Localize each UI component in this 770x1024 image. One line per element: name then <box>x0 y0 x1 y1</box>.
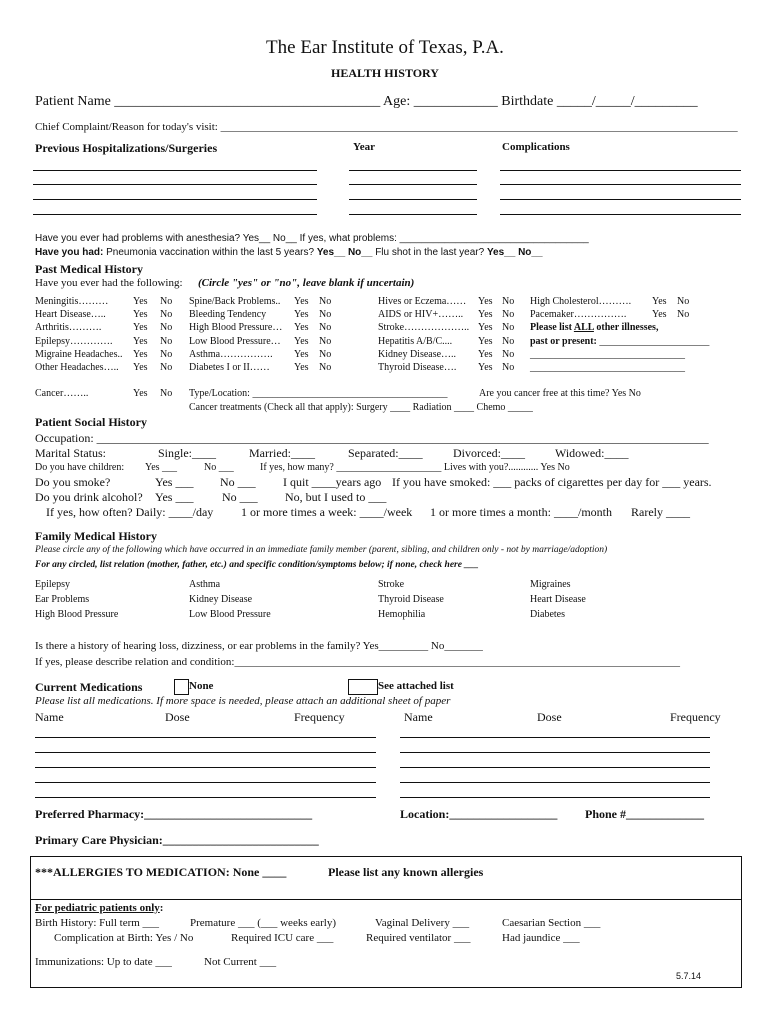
premature-field[interactable]: Premature ___ (___ weeks early) <box>190 917 337 929</box>
family-instruction[interactable]: For any circled, list relation (mother, father, etc.) and specific condition/symptoms below; if none, check here ___ <box>35 560 479 570</box>
allergy-list-label: Please list any known allergies <box>328 865 484 879</box>
past-present-line[interactable]: ______________________ <box>599 336 710 347</box>
icu-care-field[interactable]: Required ICU care ___ <box>231 932 334 944</box>
other-illnesses-text: other illnesses, <box>593 322 659 333</box>
past-present-field[interactable] <box>530 337 709 347</box>
surgery-line[interactable] <box>33 184 317 185</box>
box-divider <box>30 899 742 900</box>
flu-text: Flu shot in the last year? <box>372 247 487 258</box>
pmh-no-option[interactable]: No <box>319 362 332 373</box>
surgeries-heading: Previous Hospitalizations/Surgeries <box>35 141 218 155</box>
alcohol-used-to[interactable]: No, but I used to ___ <box>285 490 387 504</box>
social-heading: Patient Social History <box>35 415 147 429</box>
pmh-yes-option[interactable]: Yes <box>478 348 493 360</box>
vaginal-delivery-field[interactable]: Vaginal Delivery ___ <box>375 917 470 929</box>
pmh-no-option[interactable]: No <box>677 309 690 321</box>
have-you-had-label: Have you had: <box>35 247 104 258</box>
pmh-yes-option[interactable]: Yes <box>294 322 309 334</box>
pmh-no-option[interactable]: No <box>677 296 690 307</box>
pharmacy-location-field[interactable]: Location:__________________ <box>400 807 558 821</box>
pmh-condition-label: Stroke……………….. <box>378 322 470 334</box>
alcohol-daily[interactable]: If yes, how often? Daily: ____/day <box>46 505 214 519</box>
attached-list-checkbox[interactable] <box>348 679 378 695</box>
pmh-instruction: (Circle "yes" or "no", leave blank if uncertain) <box>198 277 415 289</box>
pmh-yes-option[interactable]: Yes <box>478 362 493 373</box>
marital-label: Marital Status: <box>35 446 106 460</box>
complication-line[interactable] <box>500 199 741 200</box>
separated-option[interactable]: Separated:____ <box>348 446 423 460</box>
smoke-no[interactable]: No ___ <box>220 475 256 489</box>
pmh-condition-label: Low Blood Pressure… <box>189 335 281 347</box>
widowed-option[interactable]: Widowed:____ <box>555 446 629 460</box>
pmh-yes-option[interactable]: Yes <box>294 296 309 307</box>
pmh-yes-option[interactable]: Yes <box>133 348 148 360</box>
family-condition-option[interactable]: Ear Problems <box>35 594 90 605</box>
family-note: Please circle any of the following which have occurred in an immediate family member (parent, sibling, and children only - not by marriage/adoption) <box>35 545 608 555</box>
quit-smoking[interactable]: I quit ____years ago <box>283 475 382 489</box>
anesthesia-question[interactable]: Have you ever had problems with anesthesia? Yes__ No__ If yes, what problems: __________________________________ <box>35 233 589 244</box>
form-title: The Ear Institute of Texas, P.A. <box>266 37 504 58</box>
cancer-no[interactable]: No <box>160 388 173 399</box>
cancer-label: Cancer…….. <box>35 388 89 399</box>
pmh-condition-label: High Cholesterol………. <box>530 296 632 307</box>
other-illness-label <box>530 323 658 333</box>
vaccination-question[interactable] <box>35 248 543 258</box>
alcohol-no[interactable]: No ___ <box>222 490 258 504</box>
pediatric-heading-colon: : <box>159 902 164 914</box>
family-condition-option[interactable]: Heart Disease <box>530 594 586 605</box>
pmh-heading: Past Medical History <box>35 262 143 276</box>
alcohol-label: Do you drink alcohol? <box>35 490 143 504</box>
medication-line[interactable] <box>400 782 710 783</box>
cancer-type-field[interactable]: Type/Location: _______________________________________ <box>189 388 448 399</box>
complication-line[interactable] <box>500 170 741 171</box>
pharmacy-phone-field[interactable]: Phone #_____________ <box>585 807 705 821</box>
family-condition-option[interactable]: Thyroid Disease <box>378 594 444 605</box>
medication-line[interactable] <box>400 752 710 753</box>
family-condition-option[interactable]: Stroke <box>378 579 405 590</box>
hearing-describe-field[interactable]: If yes, please describe relation and condition:_________________________________________________________________________________ <box>35 656 680 668</box>
medication-line[interactable] <box>35 767 376 768</box>
packs-per-day[interactable]: If you have smoked: ___ packs of cigarettes per day for ___ years. <box>392 475 712 489</box>
caesarian-field[interactable]: Caesarian Section ___ <box>502 917 601 929</box>
pmh-yes-option[interactable]: Yes <box>478 335 493 347</box>
pmh-yes-option[interactable]: Yes <box>478 322 493 334</box>
surgery-line[interactable] <box>33 170 317 171</box>
pmh-yes-option[interactable]: Yes <box>294 335 309 347</box>
pmh-condition-label: Hives or Eczema…… <box>378 296 467 307</box>
allergy-none-field[interactable]: ***ALLERGIES TO MEDICATION: None ____ <box>35 865 287 879</box>
pmh-yes-option[interactable]: Yes <box>294 309 309 321</box>
pmh-no-option[interactable]: No <box>502 348 515 360</box>
family-condition-option[interactable]: Epilepsy <box>35 579 70 590</box>
smoke-yes[interactable]: Yes ___ <box>155 475 194 489</box>
other-illness-line[interactable]: _______________________________ <box>530 362 685 373</box>
flu-yes-no[interactable]: Yes__ No__ <box>486 247 543 258</box>
pmh-yes-option[interactable]: Yes <box>294 362 309 373</box>
alcohol-weekly[interactable]: 1 or more times a week: ____/week <box>241 505 413 519</box>
attached-list-label: See attached list <box>378 680 454 692</box>
please-list-text: Please list <box>530 322 574 333</box>
pneumonia-yes-no[interactable]: Yes__ No__ <box>316 247 373 258</box>
pharmacy-field[interactable]: Preferred Pharmacy:____________________________ <box>35 807 313 821</box>
pmh-condition-label: Arthritis………. <box>35 322 102 334</box>
none-label: None <box>189 680 214 692</box>
birth-complication-field[interactable]: Complication at Birth: Yes / No <box>54 932 194 944</box>
patient-name-row[interactable]: Patient Name ______________________________________ Age: ____________ Birthdate _____/_____/_________ <box>35 94 698 109</box>
pmh-no-option[interactable]: No <box>319 296 332 307</box>
medication-line[interactable] <box>400 737 710 738</box>
pmh-condition-label: High Blood Pressure… <box>189 322 283 334</box>
pmh-yes-option[interactable]: Yes <box>133 322 148 334</box>
medication-line[interactable] <box>400 797 710 798</box>
medication-line[interactable] <box>35 737 376 738</box>
cancer-treatments[interactable]: Cancer treatments (Check all that apply): Surgery ____ Radiation ____ Chemo _____ <box>189 402 533 413</box>
not-current-field[interactable]: Not Current ___ <box>204 956 277 968</box>
medication-line[interactable] <box>35 797 376 798</box>
pneumonia-text: Pneumonia vaccination within the last 5 years? <box>103 247 317 258</box>
complication-line[interactable] <box>500 184 741 185</box>
pmh-yes-option[interactable]: Yes <box>478 296 493 307</box>
pmh-condition-label: Diabetes I or II…… <box>189 362 270 373</box>
divorced-option[interactable]: Divorced:____ <box>453 446 525 460</box>
children-count[interactable]: If yes, how many? _____________________ Lives with you?............ Yes No <box>260 462 570 473</box>
full-term-field[interactable]: Birth History: Full term ___ <box>35 917 160 929</box>
pmh-condition-label: Epilepsy…………. <box>35 335 113 347</box>
med-dose-header: Dose <box>165 710 190 724</box>
pmh-condition-label: Bleeding Tendency <box>189 309 267 321</box>
form-subtitle: HEALTH HISTORY <box>331 66 439 80</box>
cancer-free-question[interactable]: Are you cancer free at this time? Yes No <box>479 388 641 399</box>
pmh-condition-label: Other Headaches….. <box>35 362 119 373</box>
year-line[interactable] <box>349 199 477 200</box>
pmh-intro: Have you ever had the following: <box>35 277 183 289</box>
med-name-header: Name <box>404 710 433 724</box>
med-frequency-header: Frequency <box>294 710 345 724</box>
pmh-no-option[interactable]: No <box>319 335 332 347</box>
pmh-condition-label: Asthma……………. <box>189 348 273 360</box>
med-frequency-header: Frequency <box>670 710 721 724</box>
pmh-condition-label: Heart Disease….. <box>35 309 106 321</box>
pmh-no-option[interactable]: No <box>160 322 173 334</box>
chief-complaint-row[interactable]: Chief Complaint/Reason for today's visit: ______________________________________________________________________________________________ <box>35 121 738 133</box>
pediatric-heading-text: For pediatric patients only <box>35 902 160 914</box>
medication-line[interactable] <box>35 782 376 783</box>
alcohol-monthly[interactable]: 1 or more times a month: ____/month <box>430 505 612 519</box>
pmh-no-option[interactable]: No <box>502 362 515 373</box>
alcohol-yes[interactable]: Yes ___ <box>155 490 194 504</box>
family-condition-option[interactable]: Hemophilia <box>378 609 426 620</box>
all-emphasis: ALL <box>573 322 594 333</box>
other-illness-line[interactable]: _______________________________ <box>530 349 685 360</box>
pmh-condition-label: Hepatitis A/B/C.... <box>378 335 453 347</box>
primary-care-field[interactable]: Primary Care Physician:__________________________ <box>35 833 319 847</box>
surgery-line[interactable] <box>33 214 317 215</box>
pmh-no-option[interactable]: No <box>502 309 515 321</box>
year-line[interactable] <box>349 184 477 185</box>
surgery-complications-heading: Complications <box>502 141 570 153</box>
family-condition-option[interactable]: High Blood Pressure <box>35 609 119 620</box>
medication-line[interactable] <box>35 752 376 753</box>
medication-line[interactable] <box>400 767 710 768</box>
family-condition-option[interactable]: Low Blood Pressure <box>189 609 271 620</box>
pmh-yes-option[interactable]: Yes <box>133 335 148 347</box>
pmh-condition-label: Thyroid Disease…. <box>378 362 457 373</box>
children-yes[interactable]: Yes ___ <box>145 462 178 473</box>
pmh-condition-label: AIDS or HIV+…….. <box>378 309 464 321</box>
pmh-yes-option[interactable]: Yes <box>133 362 148 373</box>
pmh-condition-label: Pacemaker……………. <box>530 309 627 321</box>
married-option[interactable]: Married:____ <box>249 446 315 460</box>
pmh-no-option[interactable]: No <box>502 322 515 334</box>
year-line[interactable] <box>349 170 477 171</box>
family-condition-option[interactable]: Migraines <box>530 579 571 590</box>
pmh-no-option[interactable]: No <box>319 322 332 334</box>
pmh-no-option[interactable]: No <box>502 296 515 307</box>
family-heading: Family Medical History <box>35 529 157 543</box>
surgery-line[interactable] <box>33 199 317 200</box>
med-name-header: Name <box>35 710 64 724</box>
none-checkbox[interactable] <box>174 679 189 695</box>
pmh-no-option[interactable]: No <box>160 362 173 373</box>
pmh-yes-option[interactable]: Yes <box>652 309 667 321</box>
pmh-no-option[interactable]: No <box>160 348 173 360</box>
form-version: 5.7.14 <box>676 971 702 981</box>
pmh-yes-option[interactable]: Yes <box>478 309 493 321</box>
pmh-yes-option[interactable]: Yes <box>133 296 148 307</box>
complication-line[interactable] <box>500 214 741 215</box>
pediatric-heading <box>35 903 163 914</box>
smoke-label: Do you smoke? <box>35 475 111 489</box>
pmh-yes-option[interactable]: Yes <box>294 348 309 360</box>
pmh-no-option[interactable]: No <box>319 348 332 360</box>
occupation-field[interactable]: Occupation: ______________________________________________________________________________________________________ <box>35 431 709 445</box>
pmh-condition-label: Migraine Headaches.. <box>35 348 123 360</box>
ventilator-field[interactable]: Required ventilator ___ <box>366 932 471 944</box>
pmh-condition-label: Spine/Back Problems.. <box>189 296 281 307</box>
family-condition-option[interactable]: Asthma <box>189 579 221 590</box>
pmh-no-option[interactable]: No <box>160 309 173 321</box>
pmh-yes-option[interactable]: Yes <box>133 309 148 321</box>
pmh-yes-option[interactable]: Yes <box>652 296 667 307</box>
surgery-year-heading: Year <box>353 141 375 153</box>
hearing-history-question[interactable]: Is there a history of hearing loss, dizziness, or ear problems in the family? Yes_________ No_______ <box>35 640 483 652</box>
past-present-label: past or present: <box>530 336 597 347</box>
pmh-no-option[interactable]: No <box>502 335 515 347</box>
family-condition-option[interactable]: Kidney Disease <box>189 594 253 605</box>
pmh-no-option[interactable]: No <box>319 309 332 321</box>
pmh-no-option[interactable]: No <box>160 335 173 347</box>
cancer-yes[interactable]: Yes <box>133 388 148 399</box>
med-dose-header: Dose <box>537 710 562 724</box>
pmh-condition-label: Meningitis……… <box>35 296 109 307</box>
pmh-condition-label: Kidney Disease….. <box>378 348 457 360</box>
children-label: Do you have children: <box>35 462 125 473</box>
children-no[interactable]: No ___ <box>204 462 234 473</box>
year-line[interactable] <box>349 214 477 215</box>
immunizations-field[interactable]: Immunizations: Up to date ___ <box>35 956 172 968</box>
family-condition-option[interactable]: Diabetes <box>530 609 565 620</box>
pmh-no-option[interactable]: No <box>160 296 173 307</box>
jaundice-field[interactable]: Had jaundice ___ <box>502 932 580 944</box>
medications-heading: Current Medications <box>35 680 143 694</box>
single-option[interactable]: Single:____ <box>158 446 217 460</box>
medications-note: Please list all medications. If more space is needed, please attach an additional sheet of paper <box>35 695 451 707</box>
alcohol-rarely[interactable]: Rarely ____ <box>631 505 690 519</box>
